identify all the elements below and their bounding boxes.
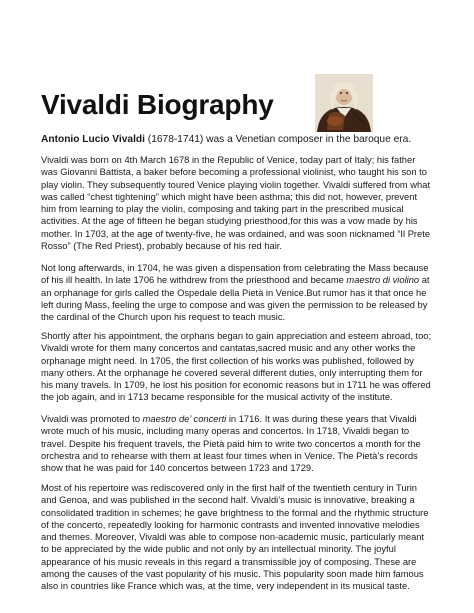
text-line: was Giovanni Battista, a baker before becoming a professional violinist, who taught his son to bbox=[41, 167, 427, 178]
text-line: Not long afterwards, in 1704, he was given a dispensation from celebrating the Mass because bbox=[41, 263, 429, 273]
text-line: show that he was paid for 140 concertos between 1723 and 1729. bbox=[41, 463, 314, 474]
paragraph-priesthood bbox=[41, 262, 441, 323]
intro-line bbox=[41, 133, 411, 146]
page-title: Vivaldi Biography bbox=[41, 89, 274, 120]
text-line: of the concerto, repeatedly looking for harmonic contrasts and invented innovative melodies bbox=[41, 519, 420, 530]
text-line: consolidated tradition in schemes; he gave brightness to the formal and the rhythmic structure bbox=[41, 507, 429, 518]
text-line: and themes. Moreover, Vivaldi was able to compose non-academic music, particularly meant bbox=[41, 532, 425, 543]
text-line: Vivaldi was born on 4th March 1678 in the Republic of Venice, today part of Italy; his father bbox=[41, 155, 416, 165]
text-line: among the causes of the vast popularity of his music. This popularity soon made him famous bbox=[41, 569, 424, 580]
text-line: travel. Despite his frequent travels, the Pietà paid him to write two concertos a month for the bbox=[41, 438, 421, 449]
text-line: Vivaldi wrote for them many concertos and cantatas,sacred music and any other works the bbox=[41, 343, 416, 354]
text-line: appearance of his music reveals in this regard a transmissible joy of composing. These are bbox=[41, 556, 417, 567]
text-line: was called “chest tightening” which might have been asthma; this did not, however, prevent bbox=[41, 191, 418, 202]
text-line: left during Mass, feeling the urge to compose and was given the permission to be released by bbox=[41, 299, 428, 310]
paragraph-orphanage bbox=[41, 330, 441, 404]
text-line: Rosso” (The Red Priest), probably because of his red hair. bbox=[41, 241, 282, 252]
text-line: of his ill health. In late 1706 he withdrew from the priesthood and became maestro di violino at bbox=[41, 275, 430, 286]
text-line: his many travels. In 1709, he lost his position for economic reasons but in 1711 he was offered bbox=[41, 380, 431, 391]
paragraph-legacy bbox=[41, 482, 441, 593]
paragraph-early-life bbox=[41, 154, 441, 252]
composer-name: Antonio Lucio Vivaldi bbox=[41, 134, 145, 145]
text-line: Shortly after his appointment, the orphans began to gain appreciation and esteem abroad, too; bbox=[41, 331, 432, 341]
paragraph-promotion bbox=[41, 413, 441, 474]
text-line: and Genoa, and was published in the second half. Vivaldi’s music is innovative, breaking a bbox=[41, 495, 415, 506]
text-line: activities. At the age of fifteen he began studying priesthood,for this was a vow made by his bbox=[41, 216, 418, 227]
text-line: wrote much of his music, including many operas and concertos. In 1718, Vivaldi began to bbox=[41, 426, 410, 437]
italic-term: maestro di violino bbox=[346, 275, 420, 286]
text-line: many others. At the orphanage he covered several different duties, only interrupting them for bbox=[41, 367, 423, 378]
text-line: him from learning to play the violin, composing and taking part in the prescribed musical bbox=[41, 204, 404, 215]
text-line: also in countries like France which was, at the time, very independent in its musical taste. bbox=[41, 581, 410, 592]
text-line: orchestra and to rehearse with them at least four times when in Venice. The Pietà’s records bbox=[41, 450, 418, 461]
text-line: Vivaldi was promoted to maestro de’ concerti in 1716. It was during these years that Vivaldi bbox=[41, 414, 417, 424]
text-line: play violin. They subsequently toured Venice playing violin together. Vivaldi suffered from what bbox=[41, 179, 431, 190]
vivaldi-portrait bbox=[315, 74, 373, 132]
italic-term: maestro de’ concerti bbox=[142, 414, 227, 424]
text-line: mother. In 1703, at the age of twenty-five, he was ordained, and was soon nicknamed “Il Prete bbox=[41, 228, 431, 239]
text-line: Most of his repertoire was rediscovered only in the first half of the twentieth century in Turin bbox=[41, 483, 418, 493]
text-line: an orphanage for girls called the Ospedale della Pietà in Venice.But rumor has it that once he bbox=[41, 287, 427, 298]
text-line: the job again, and in 1713 became responsible for the musical activity of the institute. bbox=[41, 392, 393, 403]
intro-text: (1678-1741) was a Venetian composer in the baroque era. bbox=[144, 134, 412, 145]
text-line: to be appreciated by the wide public and not only by an intellectual minority. The joyful bbox=[41, 544, 396, 555]
text-line: orphanage might need. In 1705, the first collection of his works was published, followed by bbox=[41, 355, 414, 366]
text-line: the cardinal of the Church upon his request to teach music. bbox=[41, 312, 286, 323]
